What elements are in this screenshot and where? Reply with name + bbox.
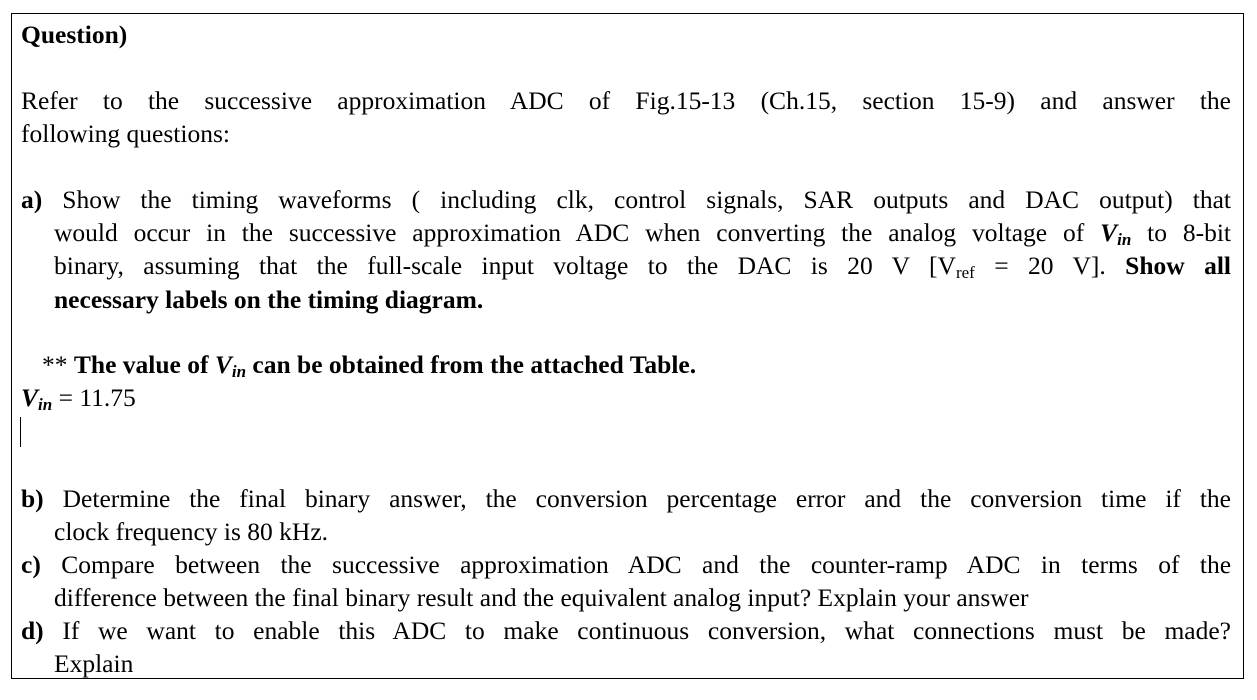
- text-cursor[interactable]: [20, 417, 21, 447]
- vin-symbol-inline: $V_{in}$: [1100, 218, 1132, 249]
- part-b-text-1: Determine the final binary answer, the conversion percentage error and the conversion time if the: [62, 484, 1232, 513]
- part-b-line-1: [21, 482, 1231, 515]
- part-c-label: c): [21, 550, 41, 579]
- question-title: Question): [21, 20, 128, 49]
- part-a-text-3: binary, assuming that the full-scale input voltage to the DAC is 20 V [V: [54, 251, 956, 280]
- part-c-line-1: [21, 548, 1231, 581]
- part-a-text-2b: to 8-bit: [1147, 218, 1232, 247]
- intro-line-2: following questions:: [21, 119, 230, 148]
- note-bold-post: can be obtained from the attached Table.: [252, 350, 697, 379]
- part-d-line-2: Explain: [54, 649, 134, 678]
- vin-value: = 11.75: [58, 383, 136, 412]
- vref-subscript: ref: [955, 263, 975, 282]
- note-prefix: **: [42, 350, 68, 379]
- part-b-line-2: clock frequency is 80 kHz.: [54, 517, 329, 546]
- part-d-text-1: If we want to enable this ADC to make continuous conversion, what connections must be made?: [62, 616, 1232, 645]
- vin-note: [42, 348, 696, 388]
- vin-symbol-note: $V_{in}$: [214, 350, 247, 381]
- note-bold-pre: The value of: [73, 350, 209, 379]
- part-b-label: b): [21, 484, 44, 513]
- part-d-label: d): [21, 616, 44, 645]
- part-a-text-2: would occur in the successive approximation ADC when converting the analog voltage of: [54, 218, 1085, 247]
- part-a-text-3b: = 20 V].: [994, 251, 1106, 280]
- vin-value-line: [21, 381, 136, 421]
- vin-symbol: $V_{in}$: [21, 383, 53, 414]
- intro-line-1: Refer to the successive approximation ADC of Fig.15-13 (Ch.15, section 15-9) and answer the: [21, 86, 1231, 115]
- part-a-text-1: Show the timing waveforms ( including clk, control signals, SAR outputs and DAC output) that: [62, 185, 1232, 214]
- part-d-line-1: [21, 614, 1231, 647]
- part-a-line-4: necessary labels on the timing diagram.: [54, 285, 484, 314]
- part-c-text-1: Compare between the successive approximation ADC and the counter-ramp ADC in terms of the: [61, 550, 1232, 579]
- part-a-bold-3: Show all: [1125, 251, 1231, 280]
- part-a-label: a): [21, 185, 43, 214]
- part-a-line-1: [21, 183, 1231, 216]
- part-c-line-2: difference between the final binary result and the equivalent analog input? Explain your answer: [54, 583, 1029, 612]
